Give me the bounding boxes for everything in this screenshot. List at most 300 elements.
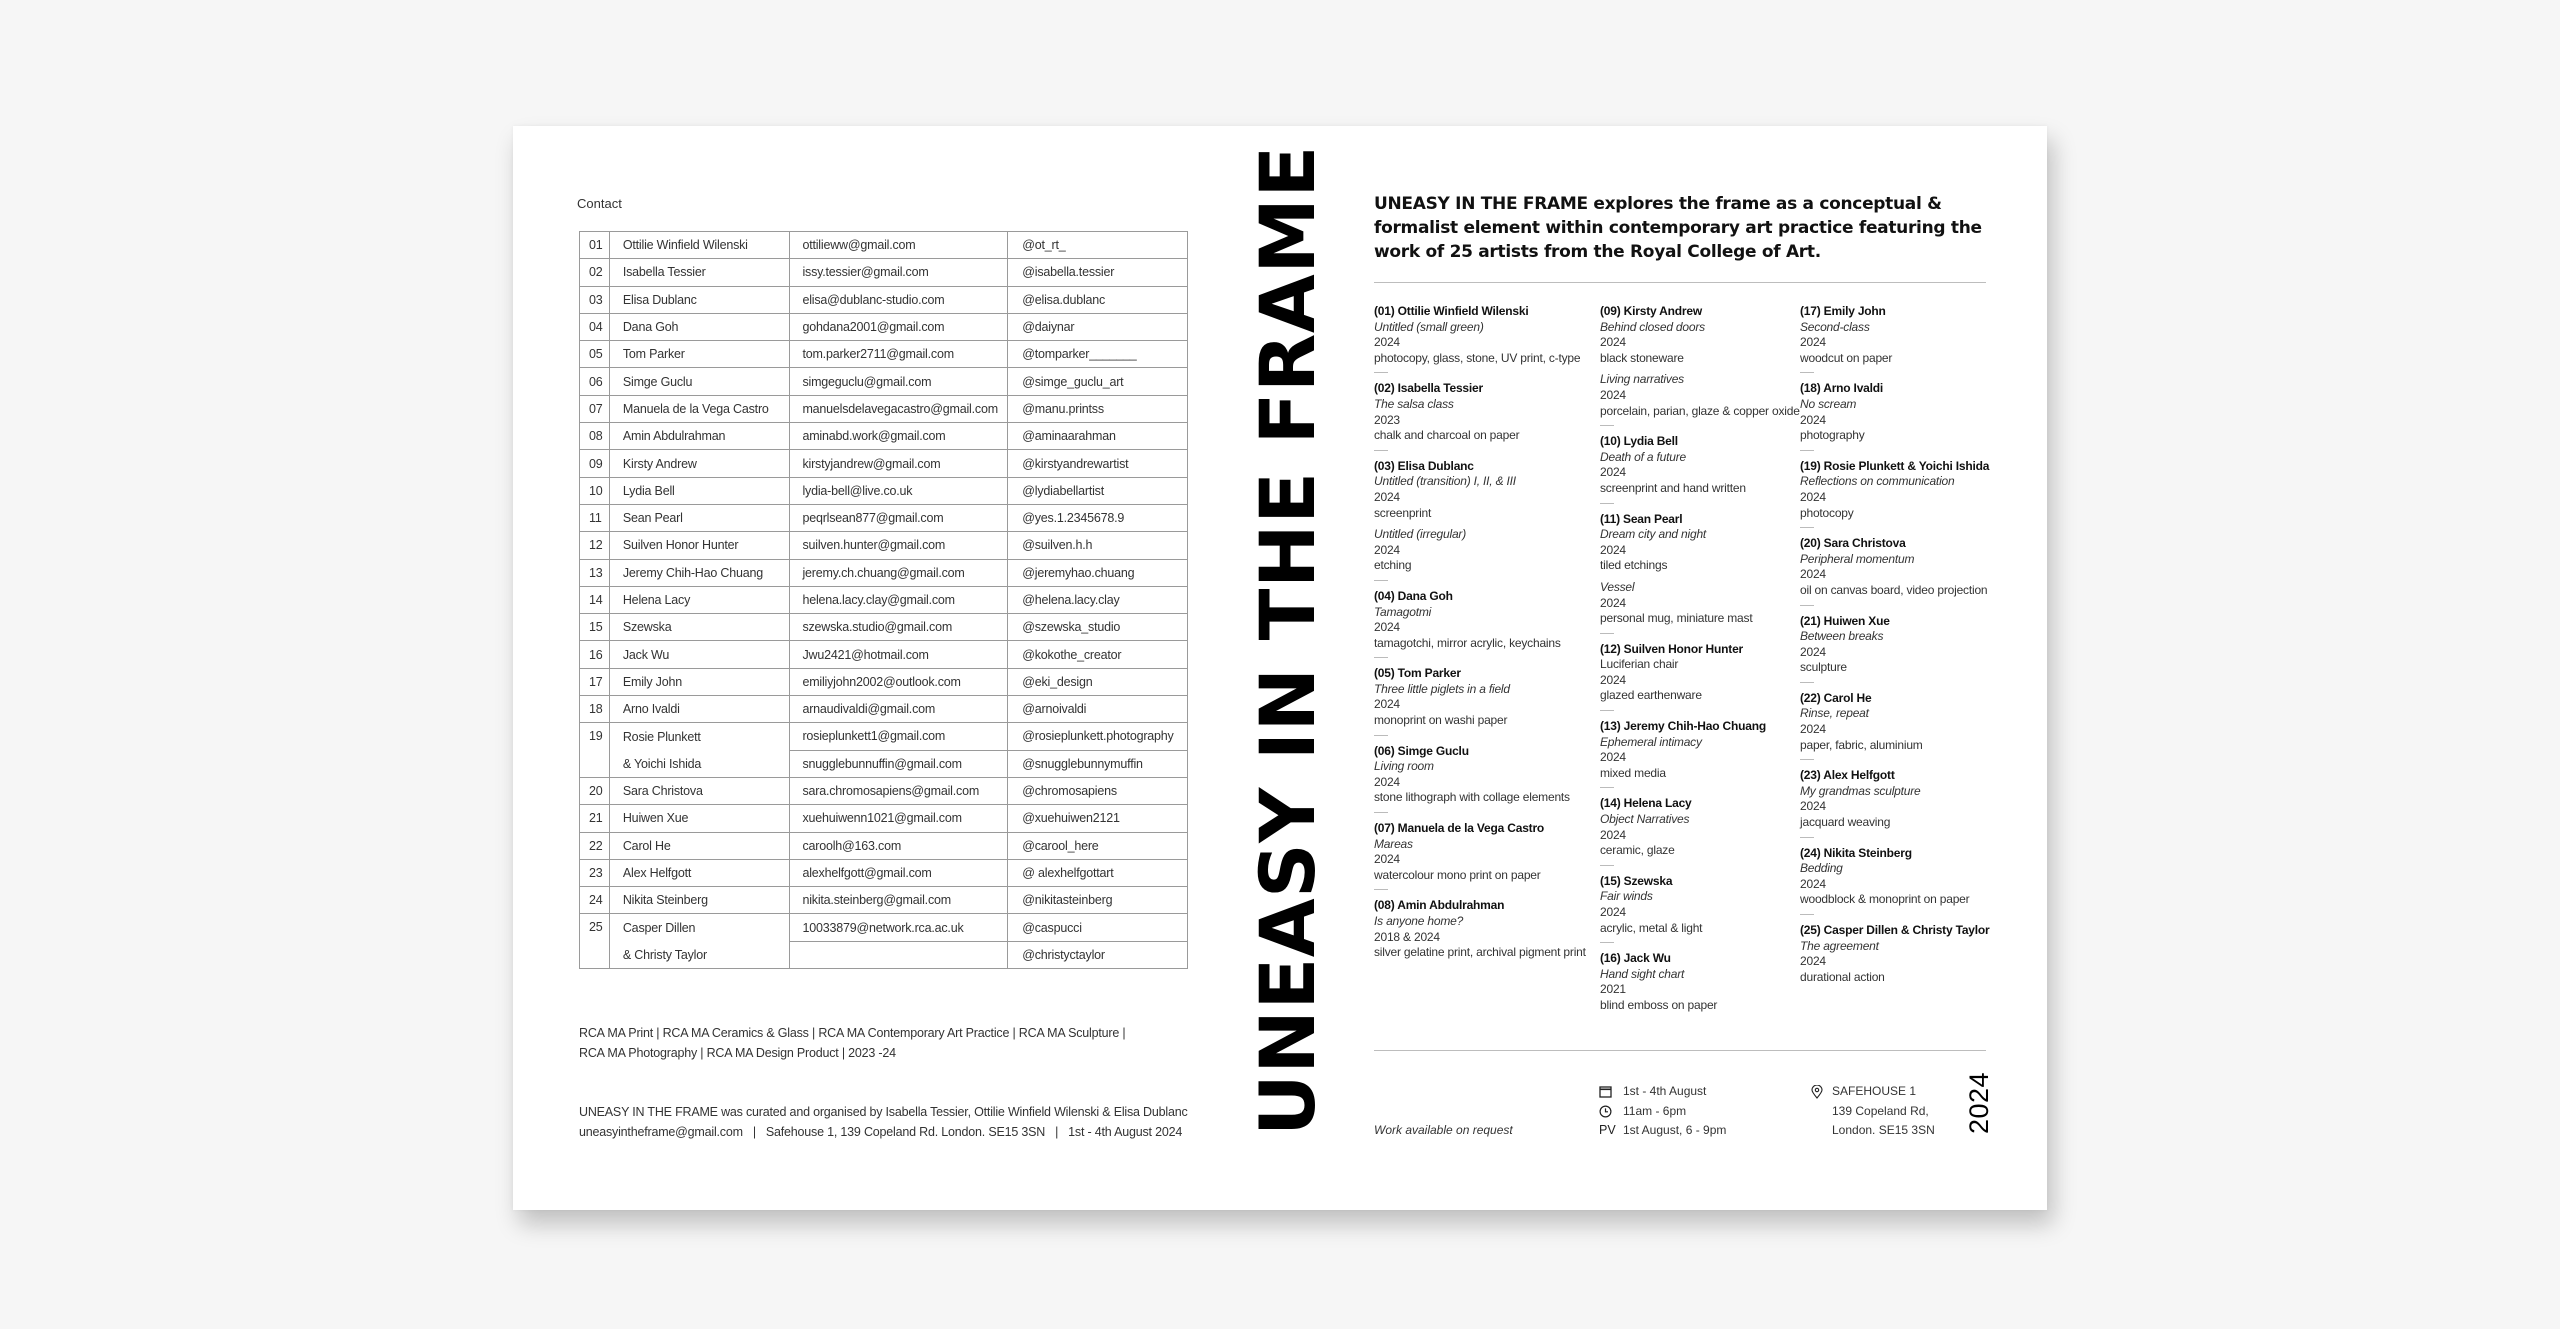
artwork-year: 2018 & 2024: [1374, 929, 1440, 944]
contact-email: issy.tessier@gmail.com: [790, 259, 1008, 286]
artwork-title: Hand sight chart: [1600, 966, 1685, 981]
artwork-entry: [1600, 951, 1800, 1013]
artwork-title: Behind closed doors: [1600, 319, 1705, 334]
artwork: [1800, 706, 2005, 753]
contact-number: 10: [580, 477, 610, 504]
artist-name: (17) Emily John: [1800, 304, 1886, 318]
contact-number: 13: [580, 559, 610, 586]
entry-separator: [1374, 735, 1388, 736]
contact-handle: @nikitasteinberg: [1008, 887, 1188, 914]
artwork-year: 2024: [1600, 335, 1626, 350]
artwork-entry: [1600, 304, 1800, 419]
contact-name: Elisa Dublanc: [609, 286, 790, 313]
table-row: [580, 232, 1188, 259]
artwork-medium: porcelain, parian, glaze & copper oxide: [1600, 403, 1800, 418]
contact-name: Suilven Honor Hunter: [609, 532, 790, 559]
artwork-title: Vessel: [1600, 579, 1635, 594]
contact-name: Simge Guclu: [609, 368, 790, 395]
contact-number: 01: [580, 232, 610, 259]
contact-number: 20: [580, 777, 610, 804]
artwork-medium: acrylic, metal & light: [1600, 920, 1703, 935]
separator: |: [752, 1125, 756, 1139]
artwork-title: Living room: [1374, 759, 1434, 774]
departments-text: [579, 1023, 1259, 1063]
artwork: [1600, 527, 1800, 574]
artwork-entry: [1800, 304, 2005, 366]
artwork-medium: stone lithograph with collage elements: [1374, 790, 1570, 805]
artwork-entry: [1374, 744, 1599, 806]
work-available-note: Work available on request: [1374, 1123, 1513, 1137]
artwork: [1600, 320, 1800, 367]
artwork-year: 2024: [1800, 644, 1826, 659]
contact-number: 15: [580, 614, 610, 641]
contact-name: Sean Pearl: [609, 504, 790, 531]
artwork-entry: [1374, 666, 1599, 728]
contact-number: 23: [580, 859, 610, 886]
entry-separator: [1374, 372, 1388, 373]
artwork-entry: [1374, 304, 1599, 366]
table-row: [580, 805, 1188, 832]
contact-number: 09: [580, 450, 610, 477]
contact-handle: @xuehuiwen2121: [1008, 805, 1188, 832]
artwork-title: The agreement: [1800, 938, 1879, 953]
artist-name: (05) Tom Parker: [1374, 666, 1461, 681]
artist-name: (25) Casper Dillen & Christy Taylor: [1800, 923, 1990, 937]
contact-name: Amin Abdulrahman: [609, 423, 790, 450]
contact-email: elisa@dublanc-studio.com: [790, 286, 1008, 313]
artwork-year: 2024: [1800, 799, 1826, 814]
contact-email: jeremy.ch.chuang@gmail.com: [790, 559, 1008, 586]
artwork: [1600, 735, 1800, 782]
artwork-entry: [1374, 821, 1599, 883]
table-row: [580, 559, 1188, 586]
table-row: [580, 259, 1188, 286]
contact-name: Sara Christova: [609, 777, 790, 804]
artwork-entry: [1600, 796, 1800, 858]
artist-name: (21) Huiwen Xue: [1800, 613, 1890, 628]
table-row: [580, 341, 1188, 368]
artwork-title: No scream: [1800, 396, 1857, 411]
table-row: [580, 395, 1188, 422]
artwork: [1800, 552, 2005, 599]
divider-bottom: [1374, 1050, 1986, 1051]
contact-handle: @aminaarahman: [1008, 423, 1188, 450]
artwork: [1600, 657, 1800, 704]
artwork-title: Mareas: [1374, 836, 1413, 851]
contact-name: Alex Helfgott: [609, 859, 790, 886]
contact-email: simgeguclu@gmail.com: [790, 368, 1008, 395]
artwork-year: 2024: [1600, 542, 1626, 557]
table-row: [580, 368, 1188, 395]
contact-email: suilven.hunter@gmail.com: [790, 532, 1008, 559]
artwork-title: Is anyone home?: [1374, 914, 1464, 928]
contact-number: 08: [580, 423, 610, 450]
artwork-medium: paper, fabric, aluminium: [1800, 737, 1923, 752]
contact-number: 25: [580, 914, 610, 969]
artwork-title: Luciferian chair: [1600, 657, 1679, 672]
intro-lead: UNEASY IN THE FRAME: [1374, 194, 1588, 214]
table-row: [580, 777, 1188, 804]
table-row: [580, 586, 1188, 613]
contact-handle: @jeremyhao.chuang: [1008, 559, 1188, 586]
artist-name: (23) Alex Helfgott: [1800, 768, 1895, 783]
entry-separator: [1600, 787, 1614, 788]
contact-number: 03: [580, 286, 610, 313]
venue-name-row: [1811, 1082, 1935, 1102]
contact-handle: @szewska_studio: [1008, 614, 1188, 641]
contact-name: Dana Goh: [609, 313, 790, 340]
table-row: [580, 450, 1188, 477]
artwork-year: 2024: [1374, 697, 1400, 712]
contact-handle: @lydiabellartist: [1008, 477, 1188, 504]
artwork: [1374, 914, 1599, 961]
artist-name: (10) Lydia Bell: [1600, 434, 1678, 449]
contact-email: Jwu2421@hotmail.com: [790, 641, 1008, 668]
contact-email: sara.chromosapiens@gmail.com: [790, 777, 1008, 804]
contact-email: xuehuiwenn1021@gmail.com: [790, 805, 1008, 832]
artwork-entry: [1600, 874, 1800, 936]
artist-name: (18) Arno Ivaldi: [1800, 381, 1884, 396]
intro-statement: [1374, 192, 2018, 264]
table-row: [580, 887, 1188, 914]
contact-handle: @chromosapiens: [1008, 777, 1188, 804]
contact-name: Lydia Bell: [609, 477, 790, 504]
artwork-year: 2024: [1374, 852, 1400, 867]
artwork-entry: [1600, 642, 1800, 704]
exhibition-leaflet: [513, 126, 2047, 1210]
calendar-icon: [1599, 1085, 1617, 1098]
intro-body: explores the frame as a conceptual & formalist element within contemporary art practice featuring the work of 25 artists from the Royal College of Art.: [1374, 194, 1982, 262]
artwork-title: Untitled (small green): [1374, 319, 1484, 334]
artwork-title: Living narratives: [1600, 372, 1684, 387]
artwork: [1800, 397, 2005, 444]
contact-name: Manuela de la Vega Castro: [609, 395, 790, 422]
contact-handle: @suilven.h.h: [1008, 532, 1188, 559]
artist-name: (16) Jack Wu: [1600, 951, 1671, 966]
entry-separator: [1800, 372, 1814, 373]
contact-handle: @eki_design: [1008, 668, 1188, 695]
contact-number: 11: [580, 504, 610, 531]
artwork: [1374, 605, 1599, 652]
dates-row: [1599, 1082, 1726, 1102]
artwork-entry: [1800, 768, 2005, 830]
contact-number: 22: [580, 832, 610, 859]
artist-name: (15) Szewska: [1600, 873, 1673, 888]
artwork-year: 2024: [1600, 750, 1626, 765]
entry-separator: [1374, 657, 1388, 658]
artwork: [1600, 372, 1800, 419]
entry-separator: [1800, 759, 1814, 760]
artwork-medium: screenprint and hand written: [1600, 480, 1746, 495]
entry-separator: [1374, 889, 1388, 890]
year-vertical: 2024: [1964, 1071, 1994, 1134]
artist-name: (14) Helena Lacy: [1600, 796, 1692, 811]
table-row: [580, 668, 1188, 695]
contact-handle: @kirstyandrewartist: [1008, 450, 1188, 477]
venue-city: London. SE15 3SN: [1832, 1123, 1935, 1137]
entry-separator: [1800, 527, 1814, 528]
artwork-medium: woodcut on paper: [1800, 350, 1893, 365]
contact-name: Carol He: [609, 832, 790, 859]
table-row: [580, 313, 1188, 340]
contact-number: 18: [580, 696, 610, 723]
contact-email: nikita.steinberg@gmail.com: [790, 887, 1008, 914]
artist-name: (11) Sean Pearl: [1600, 511, 1683, 526]
contact-handle: @tomparker_______: [1008, 341, 1188, 368]
contact-handle: @christyctaylor: [1008, 941, 1188, 968]
artwork-title: Object Narratives: [1600, 812, 1690, 827]
artist-name: (20) Sara Christova: [1800, 536, 1906, 551]
contact-handle: @helena.lacy.clay: [1008, 586, 1188, 613]
table-row: [580, 641, 1188, 668]
venue-info: [1811, 1082, 1935, 1141]
artwork-year: 2024: [1374, 335, 1400, 350]
artwork-year: 2024: [1800, 335, 1826, 350]
artwork-title: Second-class: [1800, 319, 1870, 334]
location-pin-icon: [1811, 1085, 1825, 1099]
artwork-medium: silver gelatine print, archival pigment print: [1374, 945, 1586, 960]
artist-name: (19) Rosie Plunkett & Yoichi Ishida: [1800, 458, 1990, 473]
artwork-year: 2024: [1374, 620, 1400, 635]
table-row: [580, 532, 1188, 559]
artwork-title: Peripheral momentum: [1800, 551, 1915, 566]
artwork-title: Reflections on communication: [1800, 474, 1955, 489]
artwork-year: 2024: [1800, 722, 1826, 737]
contact-number: 07: [580, 395, 610, 422]
private-view-row: [1599, 1121, 1726, 1141]
contact-name: Nikita Steinberg: [609, 887, 790, 914]
artwork-title: Rinse, repeat: [1800, 706, 1869, 721]
contact-email: helena.lacy.clay@gmail.com: [790, 586, 1008, 613]
artist-name: (09) Kirsty Andrew: [1600, 304, 1702, 318]
artwork-title: Between breaks: [1800, 629, 1884, 644]
entry-separator: [1800, 914, 1814, 915]
artwork-medium: jacquard weaving: [1800, 815, 1891, 830]
artworks-column-3: [1800, 304, 2005, 988]
contact-email: szewska.studio@gmail.com: [790, 614, 1008, 641]
artwork: [1374, 527, 1599, 574]
artwork: [1374, 682, 1599, 729]
artwork: [1800, 861, 2005, 908]
entry-separator: [1600, 503, 1614, 504]
artwork-medium: personal mug, miniature mast: [1600, 611, 1753, 626]
artwork: [1800, 939, 2005, 986]
contact-email: rosieplunkett1@gmail.com: [790, 723, 1008, 750]
artwork-year: 2024: [1374, 774, 1400, 789]
contact-number: 19: [580, 723, 610, 778]
contact-name: Huiwen Xue: [609, 805, 790, 832]
dates-text: 1st - 4th August: [1623, 1084, 1707, 1098]
exhibition-dates: 1st - 4th August 2024: [1068, 1125, 1183, 1139]
contact-name: Jeremy Chih-Hao Chuang: [609, 559, 790, 586]
contact-name: Helena Lacy: [609, 586, 790, 613]
contact-handle: @isabella.tessier: [1008, 259, 1188, 286]
contact-email: gohdana2001@gmail.com: [790, 313, 1008, 340]
artwork-year: 2024: [1600, 465, 1626, 480]
artwork: [1600, 812, 1800, 859]
contact-handle: @kokothe_creator: [1008, 641, 1188, 668]
table-row: [580, 423, 1188, 450]
contact-name: Szewska: [609, 614, 790, 641]
artwork: [1600, 889, 1800, 936]
entry-separator: [1374, 450, 1388, 451]
artwork-title: Tamagotmi: [1374, 604, 1432, 619]
artwork-entry: [1800, 614, 2005, 676]
artwork-year: 2024: [1800, 489, 1826, 504]
artwork-medium: chalk and charcoal on paper: [1374, 428, 1520, 443]
artwork: [1374, 397, 1599, 444]
artwork-title: Death of a future: [1600, 449, 1686, 464]
entry-separator: [1800, 682, 1814, 683]
contact-email: ottilieww@gmail.com: [790, 232, 1008, 259]
contact-name: Jack Wu: [609, 641, 790, 668]
contact-number: 04: [580, 313, 610, 340]
artworks-column-2: [1600, 304, 1800, 1017]
artwork-year: 2024: [1600, 905, 1626, 919]
artist-name: (03) Elisa Dublanc: [1374, 458, 1474, 473]
entry-separator: [1800, 605, 1814, 606]
artist-name: (02) Isabella Tessier: [1374, 381, 1483, 396]
artwork-medium: blind emboss on paper: [1600, 997, 1718, 1012]
artworks-column-1: [1374, 304, 1599, 964]
entry-separator: [1600, 425, 1614, 426]
table-row: [580, 286, 1188, 313]
artwork-entry: [1374, 381, 1599, 443]
table-row: [580, 859, 1188, 886]
artwork-title: Untitled (transition) I, II, & III: [1374, 474, 1516, 489]
contact-email: alexhelfgott@gmail.com: [790, 859, 1008, 886]
artwork: [1800, 474, 2005, 521]
artwork-medium: photocopy: [1800, 505, 1854, 520]
contact-handle: @snugglebunnymuffin: [1008, 750, 1188, 777]
artist-name: (04) Dana Goh: [1374, 588, 1453, 603]
artwork: [1374, 474, 1599, 521]
artwork-medium: mixed media: [1600, 765, 1666, 780]
artist-name: (01) Ottilie Winfield Wilenski: [1374, 304, 1529, 318]
pv-label: PV: [1599, 1123, 1616, 1137]
artwork-medium: etching: [1374, 558, 1412, 573]
event-info: [1599, 1082, 1726, 1141]
contact-name: Ottilie Winfield Wilenski: [609, 232, 790, 259]
artwork-entry: [1600, 512, 1800, 627]
curated-by: UNEASY IN THE FRAME was curated and organised by Isabella Tessier, Ottilie Winfield Wilenski & Elisa Dublanc: [579, 1105, 1188, 1119]
contact-handle: @elisa.dublanc: [1008, 286, 1188, 313]
artwork-title: Fair winds: [1600, 889, 1653, 904]
contact-number: 24: [580, 887, 610, 914]
contact-handle: @caspucci: [1008, 914, 1188, 941]
venue-street: 139 Copeland Rd,: [1832, 1103, 1929, 1118]
artwork-year: 2024: [1800, 954, 1826, 969]
artwork: [1600, 580, 1800, 627]
contact-number: 12: [580, 532, 610, 559]
artist-name: (13) Jeremy Chih-Hao Chuang: [1600, 719, 1766, 734]
contact-email: emiliyjohn2002@outlook.com: [790, 668, 1008, 695]
artist-name: (06) Simge Guclu: [1374, 743, 1469, 758]
artwork-year: 2021: [1600, 982, 1626, 997]
entry-separator: [1374, 812, 1388, 813]
artwork-medium: photocopy, glass, stone, UV print, c-type: [1374, 350, 1581, 365]
artwork-medium: woodblock & monoprint on paper: [1800, 892, 1970, 907]
contact-heading: Contact: [577, 196, 622, 211]
artwork-entry: [1374, 589, 1599, 651]
artwork: [1600, 967, 1800, 1014]
table-row: [580, 504, 1188, 531]
artwork-year: 2024: [1374, 542, 1400, 557]
artwork-year: 2024: [1600, 672, 1626, 687]
contact-name: & Christy Taylor: [609, 941, 790, 968]
table-row: [580, 696, 1188, 723]
contact-email: aminabd.work@gmail.com: [790, 423, 1008, 450]
artwork-entry: [1600, 434, 1800, 496]
table-row: [580, 941, 1188, 968]
contact-number: 21: [580, 805, 610, 832]
separator: |: [1055, 1125, 1059, 1139]
entry-separator: [1800, 837, 1814, 838]
table-row: [580, 750, 1188, 777]
contact-number: 02: [580, 259, 610, 286]
artwork: [1374, 837, 1599, 884]
contact-name: Isabella Tessier: [609, 259, 790, 286]
artwork-title: The salsa class: [1374, 396, 1454, 411]
artwork-entry: [1800, 536, 2005, 598]
contact-number: 06: [580, 368, 610, 395]
contact-handle: @daiynar: [1008, 313, 1188, 340]
artwork-year: 2024: [1600, 595, 1626, 610]
artwork: [1800, 784, 2005, 831]
contact-email: tom.parker2711@gmail.com: [790, 341, 1008, 368]
exhibition-email[interactable]: uneasyintheframe@gmail.com: [579, 1125, 743, 1139]
artwork-title: My grandmas sculpture: [1800, 783, 1921, 798]
artwork-year: 2024: [1600, 387, 1626, 402]
contact-line: [579, 1122, 1279, 1142]
artwork: [1374, 320, 1599, 367]
credits-text: [579, 1102, 1279, 1142]
artwork-medium: tamagotchi, mirror acrylic, keychains: [1374, 635, 1561, 650]
contact-name: Emily John: [609, 668, 790, 695]
entry-separator: [1600, 942, 1614, 943]
contact-number: 14: [580, 586, 610, 613]
artwork: [1800, 320, 2005, 367]
artwork: [1600, 450, 1800, 497]
entry-separator: [1374, 580, 1388, 581]
hours-row: [1599, 1102, 1726, 1122]
artwork-title: Untitled (irregular): [1374, 527, 1467, 542]
artwork-entry: [1800, 691, 2005, 753]
artwork-title: Bedding: [1800, 861, 1843, 876]
contact-email: peqrlsean877@gmail.com: [790, 504, 1008, 531]
private-view-text: 1st August, 6 - 9pm: [1623, 1123, 1727, 1137]
artist-name: (22) Carol He: [1800, 690, 1872, 705]
artist-name: (08) Amin Abdulrahman: [1374, 898, 1505, 913]
artwork-year: 2023: [1374, 412, 1400, 427]
entry-separator: [1600, 710, 1614, 711]
artwork-medium: sculpture: [1800, 660, 1847, 675]
contact-name: Casper Dillen: [609, 914, 790, 941]
contact-handle: @manu.printss: [1008, 395, 1188, 422]
table-row: [580, 477, 1188, 504]
contact-name: & Yoichi Ishida: [609, 750, 790, 777]
artwork-medium: glazed earthenware: [1600, 688, 1702, 703]
artwork: [1374, 759, 1599, 806]
entry-separator: [1800, 450, 1814, 451]
contact-handle: @carool_here: [1008, 832, 1188, 859]
contact-name: Rosie Plunkett: [609, 723, 790, 750]
contact-email: caroolh@163.com: [790, 832, 1008, 859]
artwork-medium: tiled etchings: [1600, 558, 1668, 573]
contact-handle: @yes.1.2345678.9: [1008, 504, 1188, 531]
artwork-entry: [1374, 898, 1599, 960]
contact-name: Tom Parker: [609, 341, 790, 368]
